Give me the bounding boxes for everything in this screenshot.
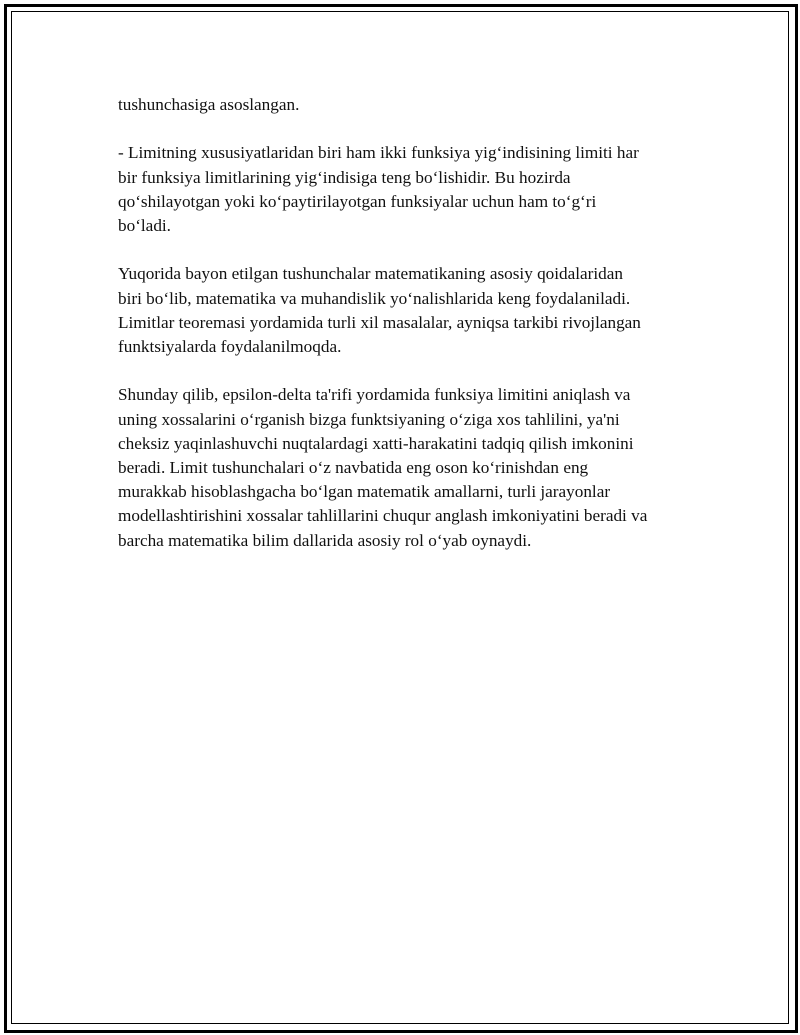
text-line: uning xossalarini o‘rganish bizga funktsiyaning o‘ziga xos tahlilini, ya'ni <box>118 409 620 429</box>
paragraph-3 <box>118 262 698 359</box>
text-line: bo‘ladi. <box>118 216 171 235</box>
text-line: modellashtirishini xossalar tahlillarini chuqur anglash imkoniyatini beradi va <box>118 506 648 526</box>
document-body <box>118 93 698 577</box>
text-line: Shunday qilib, epsilon-delta ta'rifi yordamida funksiya limitini aniqlash va <box>118 385 631 405</box>
text-line: - Limitning xususiyatlaridan biri ham ikki funksiya yig‘indisining limiti har <box>118 143 639 163</box>
paragraph-1 <box>118 93 698 117</box>
text-line: Limitlar teoremasi yordamida turli xil masalalar, ayniqsa tarkibi rivojlangan <box>118 312 641 332</box>
text-line: qo‘shilayotgan yoki ko‘paytirilayotgan funksiyalar uchun ham to‘g‘ri <box>118 191 597 211</box>
text-line: Yuqorida bayon etilgan tushunchalar matematikaning asosiy qoidalaridan <box>118 264 623 284</box>
text-line: funktsiyalarda foydalanilmoqda. <box>118 337 342 356</box>
text-line: barcha matematika bilim dallarida asosiy rol o‘yab oynaydi. <box>118 530 532 550</box>
paragraph-4 <box>118 383 698 552</box>
text-line: biri bo‘lib, matematika va muhandislik yo‘nalishlarida keng foydalaniladi. <box>118 288 631 308</box>
text-line: murakkab hisoblashgacha bo‘lgan matematik amallarni, turli jarayonlar <box>118 482 611 502</box>
text-line: beradi. Limit tushunchalari o‘z navbatida eng oson ko‘rinishdan eng <box>118 458 589 477</box>
text-line: tushunchasiga asoslangan. <box>118 95 300 114</box>
text-line: cheksiz yaqinlashuvchi nuqtalardagi xatti-harakatini tadqiq qilish imkonini <box>118 433 634 453</box>
paragraph-2 <box>118 141 698 238</box>
text-line: bir funksiya limitlarining yig‘indisiga teng bo‘lishidir. Bu hozirda <box>118 167 571 187</box>
